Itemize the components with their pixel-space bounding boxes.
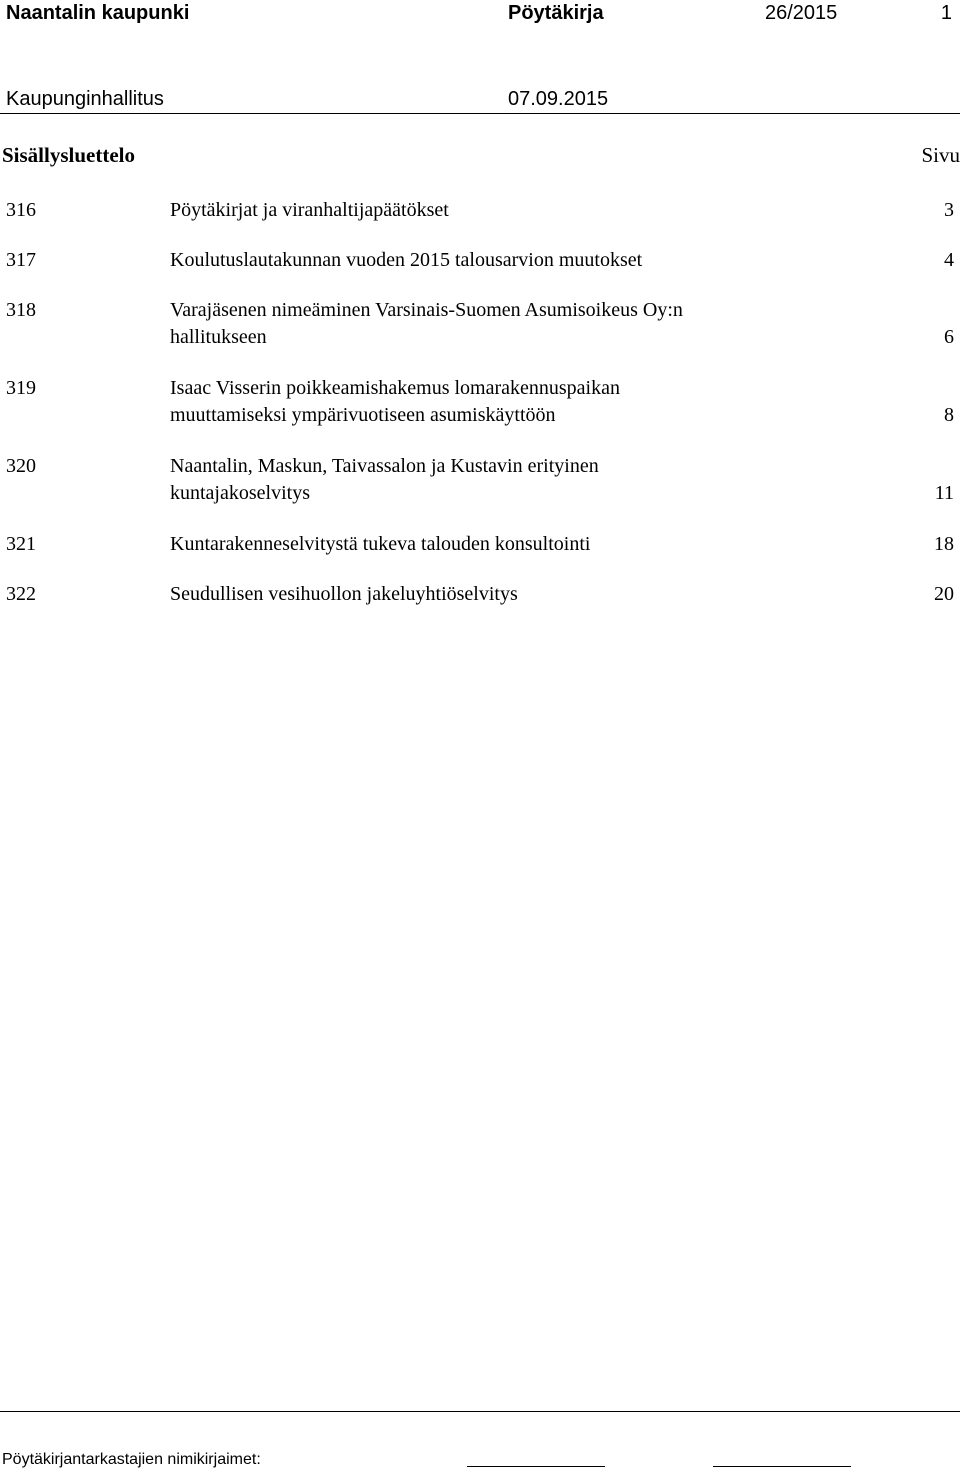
item-title: Varajäsenen nimeäminen Varsinais-Suomen Asumisoikeus Oy:n [170,299,683,321]
toc-title: Sisällysluettelo [2,143,136,167]
footer-divider [0,1411,960,1412]
toc-page-header: Sivu [921,143,960,167]
body-name: Kaupunginhallitus [6,88,164,110]
item-page: 11 [934,482,954,504]
item-page: 18 [934,533,954,555]
item-title-continued: muuttamiseksi ympärivuotiseen asumiskäyttöön [170,404,556,426]
signature-line-1 [467,1466,605,1467]
meeting-date: 07.09.2015 [508,88,609,110]
page-number: 1 [940,2,952,24]
item-title-continued: kuntajakoselvitys [170,482,310,504]
signature-label: Pöytäkirjantarkastajien nimikirjaimet: [2,1451,261,1468]
item-number: 317 [6,249,36,271]
item-title: Kuntarakenneselvitystä tukeva talouden konsultointi [170,533,591,555]
org-name: Naantalin kaupunki [6,2,190,24]
item-page: 6 [944,326,954,348]
doc-type: Pöytäkirja [508,2,604,24]
signature-line-2 [713,1466,851,1467]
item-number: 322 [6,583,36,605]
item-title-continued: hallitukseen [170,326,267,348]
item-number: 321 [6,533,36,555]
item-title: Isaac Visserin poikkeamishakemus lomarakennuspaikan [170,377,620,399]
item-number: 318 [6,299,36,321]
item-page: 20 [934,583,954,605]
item-page: 8 [944,404,954,426]
item-page: 4 [944,249,954,271]
item-title: Koulutuslautakunnan vuoden 2015 talousarvion muutokset [170,249,643,271]
item-page: 3 [944,199,954,221]
header-divider [0,113,960,114]
item-number: 316 [6,199,36,221]
item-title: Seudullisen vesihuollon jakeluyhtiöselvitys [170,583,518,605]
item-number: 320 [6,455,36,477]
item-title: Pöytäkirjat ja viranhaltijapäätökset [170,199,449,221]
minutes-number: 26/2015 [765,2,838,24]
item-title: Naantalin, Maskun, Taivassalon ja Kustavin erityinen [170,455,599,477]
item-number: 319 [6,377,36,399]
